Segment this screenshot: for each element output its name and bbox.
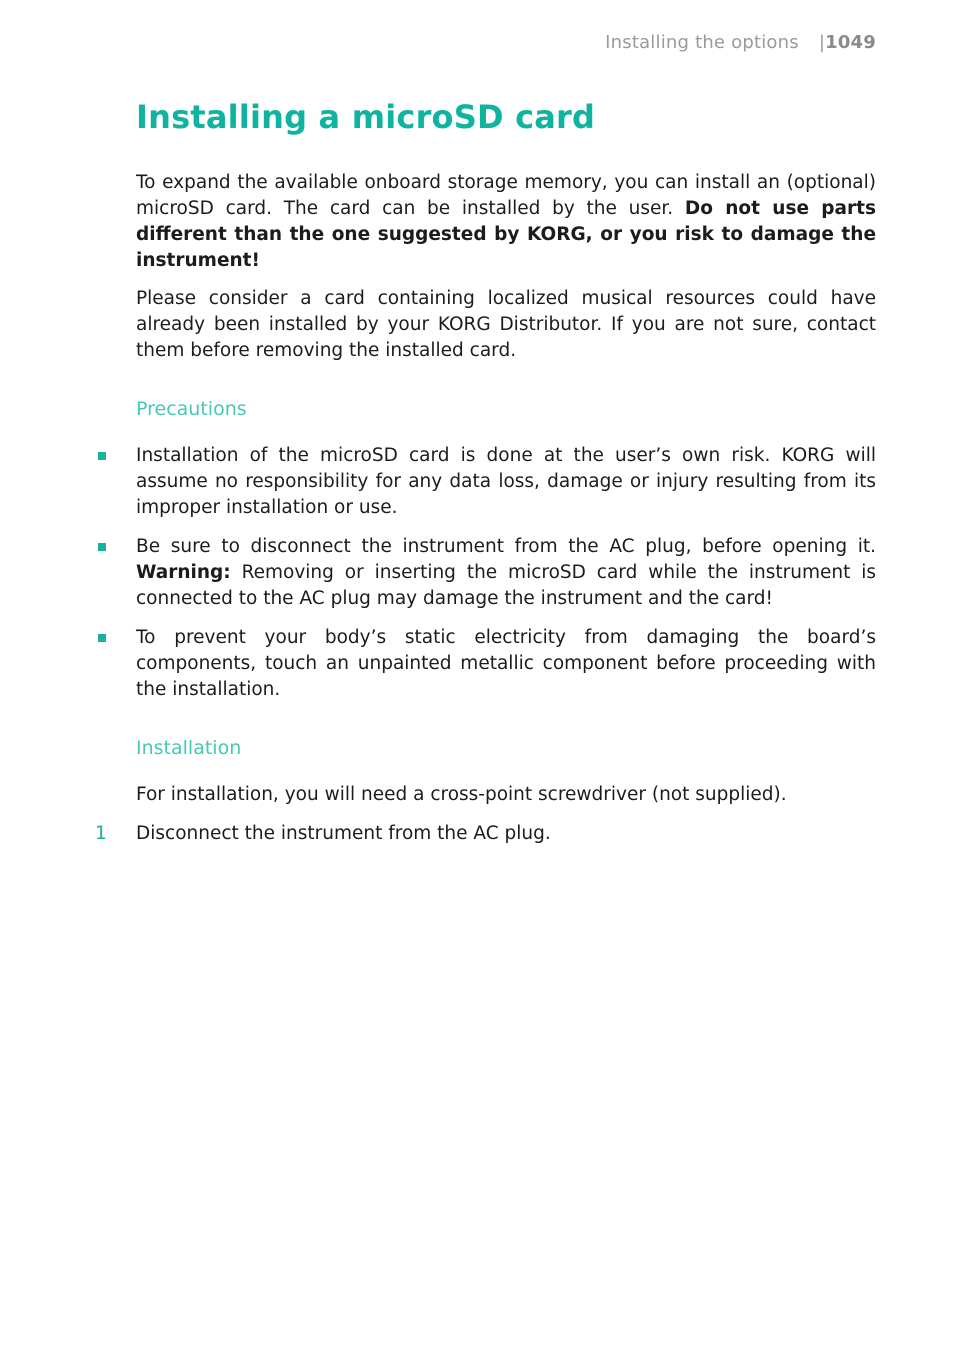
bullet-marker xyxy=(98,543,106,551)
precaution-item-2-text-before: Be sure to disconnect the instrument from the AC plug, before opening it. xyxy=(136,536,876,557)
precaution-item-1: Installation of the microSD card is done at the user’s own risk. KORG will assume no responsibility for any data loss, damage or injury resulting from its improper installation or use. xyxy=(136,445,876,518)
warning-label: Warning: xyxy=(136,562,231,583)
page-number: 1049 xyxy=(825,32,876,53)
installation-heading: Installation xyxy=(136,737,242,759)
installation-intro: For installation, you will need a cross-point screwdriver (not supplied). xyxy=(136,784,787,805)
intro-warning-text: Do not use parts different than the one suggested by KORG, or you risk to damage the instrument! xyxy=(136,198,876,271)
precaution-item-3: To prevent your body’s static electricity from damaging the board’s components, touch an unpainted metallic component before proceeding with the installation. xyxy=(136,627,876,700)
header-section-title: Installing the options xyxy=(605,32,799,53)
precautions-heading: Precautions xyxy=(136,398,247,420)
intro-paragraph-1 xyxy=(136,170,876,274)
page-title: Installing a microSD card xyxy=(136,98,596,136)
precaution-item-2-text-after: Removing or inserting the microSD card while the instrument is connected to the AC plug may damage the instrument and the card! xyxy=(136,562,876,609)
step-number: 1 xyxy=(95,823,107,844)
precaution-item-2 xyxy=(136,534,876,612)
step-text: Disconnect the instrument from the AC plug. xyxy=(136,823,551,844)
bullet-marker xyxy=(98,452,106,460)
header-separator: | xyxy=(818,32,826,53)
running-header xyxy=(605,32,876,53)
intro-paragraph-2: Please consider a card containing localized musical resources could have already been installed by your KORG Distributor. If you are not sure, contact them before removing the installed card. xyxy=(136,288,876,361)
intro-paragraph-1-text: To expand the available onboard storage memory, you can install an (optional) microSD card. The card can be installed by the user. xyxy=(136,172,876,219)
bullet-marker xyxy=(98,634,106,642)
